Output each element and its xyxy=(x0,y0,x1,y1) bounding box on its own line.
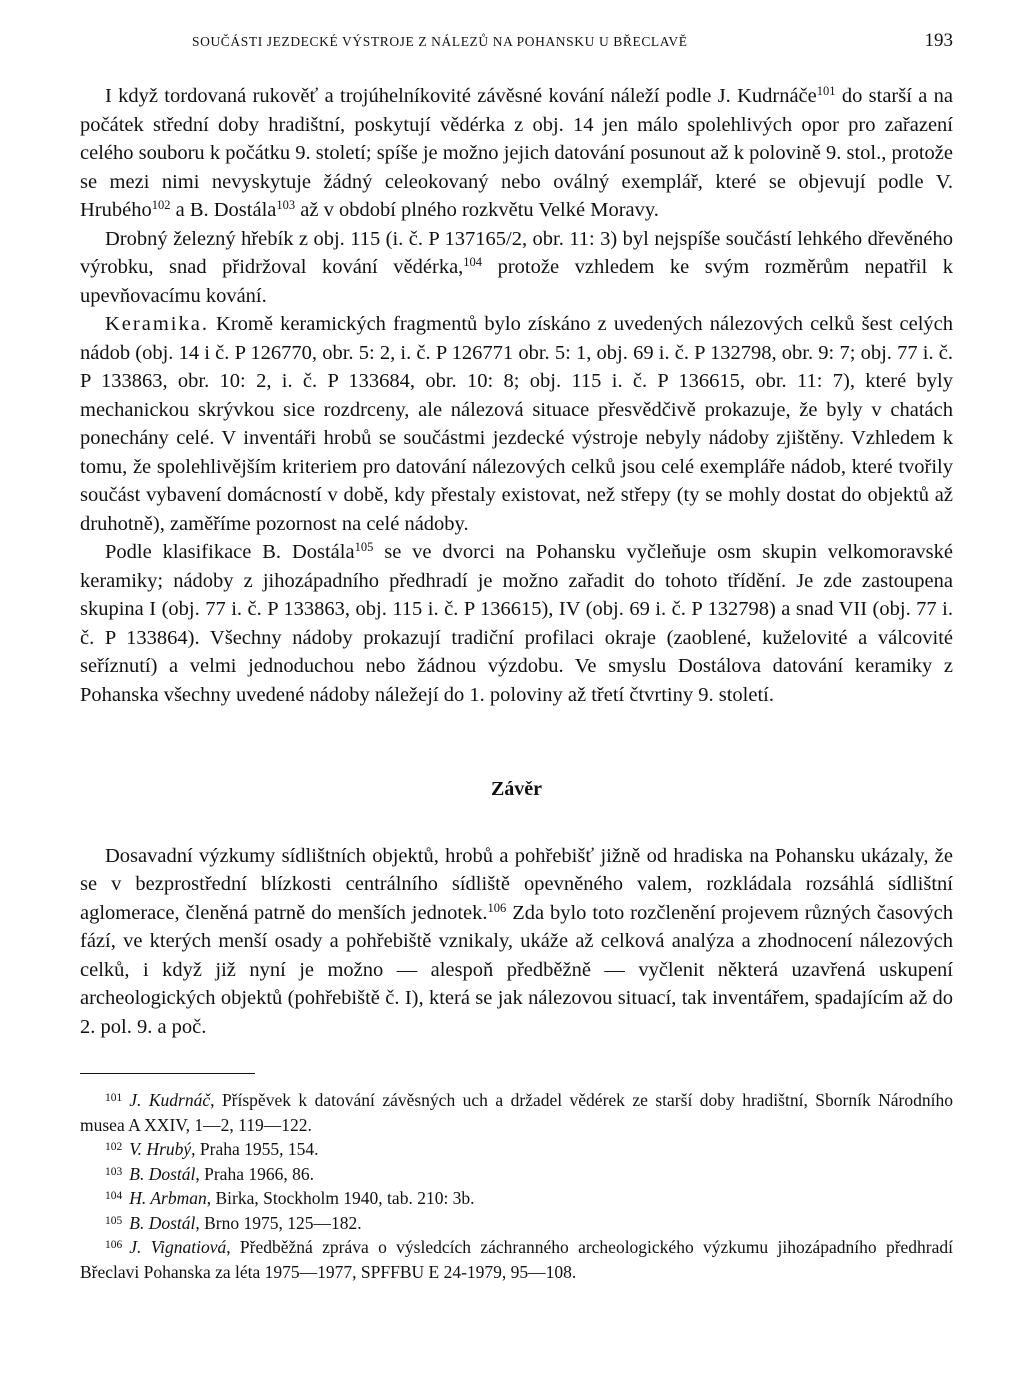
footnote-ref[interactable]: 105 xyxy=(354,540,374,554)
footnote: $^{106}$ J. Vignatiová, Předběžná zpráva o výsledcích záchranného archeologického výzkumu jihozápadního předhradí Břeclavi Pohanska za léta 1975—1977, SPFFBU E 24-1979, 95—108. xyxy=(80,1237,954,1282)
footnote: $^{103}$ B. Dostál, Praha 1966, 86. xyxy=(105,1163,314,1184)
footnote: $^{104}$ H. Arbman, Birka, Stockholm 1940, tab. 210: 3b. xyxy=(105,1188,475,1208)
footnote-ref[interactable]: 101 xyxy=(816,84,836,98)
footnote: $^{105}$ B. Dostál, Brno 1975, 125—182. xyxy=(105,1212,362,1233)
running-title: SOUČÁSTI JEZDECKÉ VÝSTROJE Z NÁLEZŮ NA POHANSKU U BŘECLAVĚ xyxy=(192,34,688,49)
footnote-ref[interactable]: 102 xyxy=(151,198,171,212)
paragraph-5: Dosavadní výzkumy sídlištních objektů, hrobů a pohřebišť jižně od hradiska na Pohansku ukázaly, že se v bezprostřední blízkosti centrálního sídliště opevněného valem, rozkládala rozsáhlá sídlištní aglomerace, členěná patrně do menších jednotek.$^{106}$ Zda bylo toto rozčlenění projevem různých časových fází, ve kterých menší osady a pohřebiště vznikaly, ukáže až celková analýza a zhodnocení nálezových celků, i když již nyní je možno — alespoň předběžně — vyčlenit některá uzavřená uskupení archeologických objektů (pohřebiště č. I), která se jak nálezovou situací, tak inventářem, spadajícím až do 2. pol. 9. a poč. xyxy=(80,844,953,1038)
footnote-ref[interactable]: 106 xyxy=(487,900,507,915)
footnote-divider xyxy=(80,1073,255,1074)
paragraph-4: Podle klasifikace B. Dostála$^{105}$ se ve dvorci na Pohansku vyčleňuje osm skupin velkomoravské keramiky; nádoby z jihozápadního předhradí je možno zařadit do tohoto třídění. Je zde zastoupena skupina I (obj. 77 i. č. P 133863, obj. 115 i. č. P 136615), IV (obj. 69 i. č. P 132798) a snad VII (obj. 77 i. č. P 133864). Všechny nádoby prokazují tradiční profilaci okraje (zaoblené, kuželovité a válcovité seříznutí) a velmi jednoduchou nebo žádnou výzdobu. Ve smyslu Dostálova datování keramiky z Pohanska všechny uvedené nádoby náležejí do 1. poloviny až třetí čtvrtiny 9. století. xyxy=(80,540,953,706)
footnotes xyxy=(80,1088,953,1284)
paragraph-3: Keramika. Kromě keramických fragmentů bylo získáno z uvedených nálezových celků šest celých nádob (obj. 14 i č. P 126770, obr. 5: 2, i. č. P 126771 obr. 5: 1, obj. 69 i. č. P 132798, obr. 9: 7; obj. 77 i. č. P 133863, obr. 10: 2, i. č. P 133684, obr. 10: 8; obj. 115 i. č. P 136615, obr. 11: 7), které byly mechanickou skrývkou sice rozdrceny, ale nálezová situace přesvědčivě prokazuje, že byly v chatách ponechány celé. V inventáři hrobů se součástmi jezdecké výstroje nebyly nádoby zjištěny. Vzhledem k tomu, že spolehlivějším kriteriem pro datování nálezových celků jsou celé exempláře nádob, které tvořily součást vybavení domácností v době, kdy přestaly existovat, než střepy (ty se mohly dostat do objektů až druhotně), zaměříme pozornost na celé nádoby. xyxy=(80,313,953,535)
footnote-ref[interactable]: 104 xyxy=(463,255,483,269)
page-number: 193 xyxy=(924,30,953,51)
body-text xyxy=(80,82,953,1041)
section-heading: Závěr xyxy=(490,778,543,800)
page xyxy=(80,30,953,1284)
paragraph-1: I když tordovaná rukověť a trojúhelníkovité závěsné kování náleží podle J. Kudrnáče$^{101}$ do starší a na počátek střední doby hradištní, poskytují vědérka z obj. 14 jen málo spolehlivých opor pro zařazení celého souboru k počátku 9. století; spíše je možno jejich datování posunout až k polovině 9. stol., protože se mezi nimi nevyskytuje žádný celeokovaný nebo oválný exemplář, které se objevují podle V. Hrubého$^{102}$ a B. Dostála$^{103}$ až v období plného rozkvětu Velké Moravy. xyxy=(80,84,953,221)
running-head xyxy=(80,30,953,60)
footnote-ref[interactable]: 103 xyxy=(276,198,296,212)
paragraph-2: Drobný železný hřebík z obj. 115 (i. č. P 137165/2, obr. 11: 3) byl nejspíše součástí lehkého dřevěného výrobku, snad přidržoval kování vědérka,$^{104}$ protože vzhledem ke svým rozměrům nepatřil k upevňovacímu kování. xyxy=(80,227,953,307)
footnote: $^{101}$ J. Kudrnáč, Příspěvek k datování závěsných uch a držadel vědérek ze starší doby hradištní, Sborník Národního musea A XXIV, 1—2, 119—122. xyxy=(80,1090,953,1135)
section-lead: Keramika. xyxy=(105,313,209,335)
footnote: $^{102}$ V. Hrubý, Praha 1955, 154. xyxy=(105,1139,319,1159)
